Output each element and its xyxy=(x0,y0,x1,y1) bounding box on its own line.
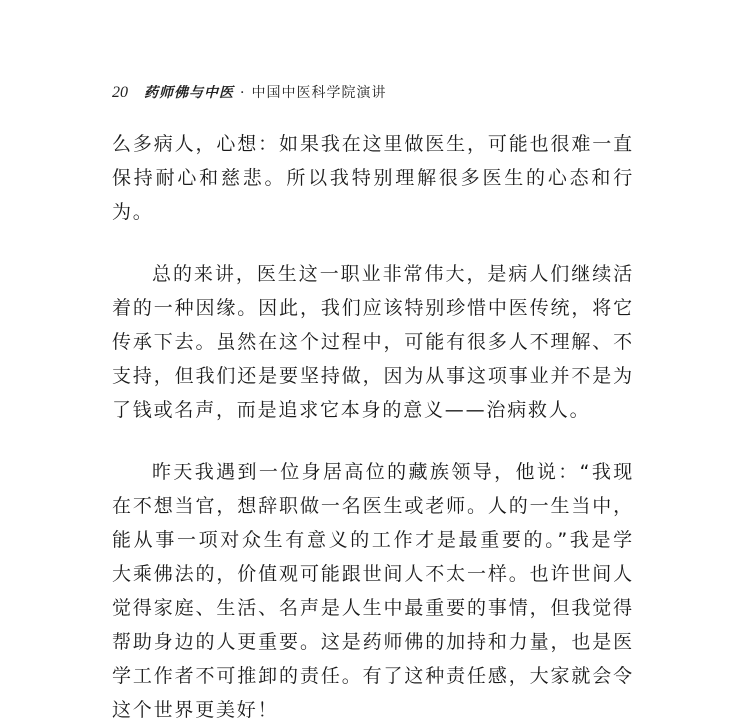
book-title: 药师佛与中医 xyxy=(144,85,234,101)
body-text xyxy=(112,127,634,727)
page-number: 20 xyxy=(112,84,128,101)
paragraph-continued: 么多病人，心想：如果我在这里做医生，可能也很难一直保持耐心和慈悲。所以我特别理解很多医生的心态和行为。 xyxy=(112,133,634,223)
running-header xyxy=(112,82,386,102)
book-subtitle: 中国中医科学院演讲 xyxy=(251,85,387,101)
paragraph-tibetan-leader: 昨天我遇到一位身居高位的藏族领导，他说：“我现在不想当官，想辞职做一名医生或老师。人的一生当中，能从事一项对众生有意义的工作才是最重要的。”我是学大乘佛法的，价值观可能跟世间人不太一样。也许世间人觉得家庭、生活、名声是人生中最重要的事情，但我觉得帮助身边的人更重要。这是药师佛的加持和力量，也是医学工作者不可推卸的责任。有了这种责任感，大家就会令这个世界更美好！ xyxy=(112,461,634,721)
header-separator: · xyxy=(240,85,246,101)
paragraph-medical-profession: 总的来讲，医生这一职业非常伟大，是病人们继续活着的一种因缘。因此，我们应该特别珍惜中医传统，将它传承下去。虽然在这个过程中，可能有很多人不理解、不支持，但我们还是要坚持做，因为从事这项事业并不是为了钱或名声，而是追求它本身的意义——治病救人。 xyxy=(112,263,634,421)
